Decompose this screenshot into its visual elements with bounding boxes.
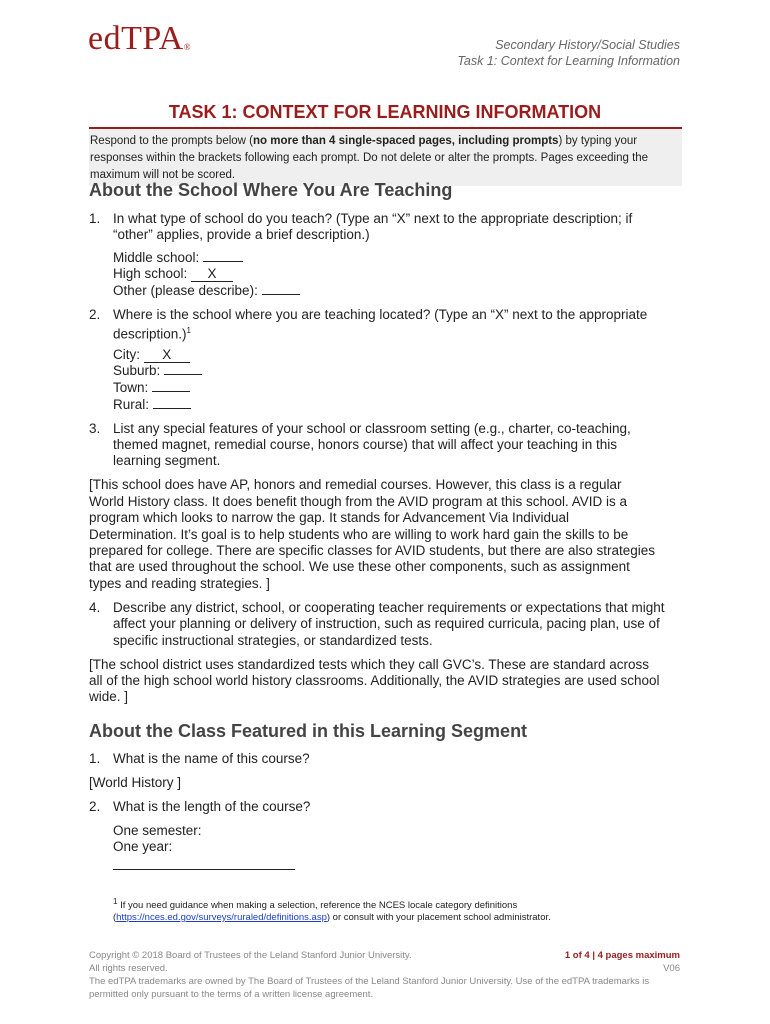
q1-number: 1.	[89, 211, 101, 226]
q3-prompt-line2: themed magnet, remedial course, honors course) that will affect your teaching in this	[113, 437, 618, 452]
q1-prompt-line1: In what type of school do you teach? (Type an “X” next to the appropriate description; if	[113, 211, 633, 226]
q4-number: 4.	[89, 600, 101, 615]
q3-number: 3.	[89, 421, 101, 436]
q4-prompt-line3: specific instructional strategies, or standardized tests.	[113, 633, 433, 648]
q3-answer-line: Determination. It’s goal is to help students who are willing to work hard gain the skills to be	[89, 527, 629, 542]
q1-option-high: High school: X	[113, 265, 233, 282]
q2-rural-answer[interactable]	[153, 408, 191, 409]
q3-answer-line: [This school does have AP, honors and remedial courses. However, this class is a regular	[89, 477, 622, 492]
s2-q1-number: 1.	[89, 751, 101, 766]
q3-answer-line: prepared for college. There are specific classes for AVID students, but there are also strategies	[89, 543, 656, 558]
s2-q2-option-semester[interactable]: One semester:	[113, 823, 202, 838]
footer-copyright: Copyright © 2018 Board of Trustees of the Leland Stanford Junior University.	[89, 950, 412, 961]
footer-page-number: 1 of 4 | 4 pages maximum	[564, 950, 680, 961]
q3-answer-line: that are used throughout the school. We use these other components, such as assignment	[89, 559, 630, 574]
q2-prompt-line2: description.)$^1$	[113, 326, 191, 342]
q1-prompt-line2: “other” applies, provide a brief description.)	[113, 227, 370, 242]
s2-q1-answer[interactable]: [World History ]	[89, 775, 182, 790]
s2-q1-prompt: What is the name of this course?	[113, 751, 310, 766]
section-heading-school: About the School Where You Are Teaching	[89, 180, 453, 200]
q2-town-answer[interactable]	[152, 391, 190, 392]
s2-q2-option-year[interactable]: One year:	[113, 839, 173, 854]
q3-answer-line: program which looks to narrow the gap. It stands for Advancement Via Individual	[89, 510, 570, 525]
footnote-ref: 1	[186, 326, 191, 335]
q2-suburb-answer[interactable]	[164, 374, 202, 375]
footer-trademark-line1: The edTPA trademarks are owned by The Board of Trustees of the Leland Stanford Junior University. Use of the edTPA trademarks is	[89, 976, 650, 987]
q2-option-city: City: X	[113, 346, 190, 363]
q2-option-town: Town:	[113, 379, 190, 396]
q4-answer-line: wide. ]	[89, 689, 129, 704]
q2-prompt-line1: Where is the school where you are teaching located? (Type an “X” next to the appropriate	[113, 307, 648, 322]
footnote-divider	[113, 869, 295, 870]
footer-version: V06	[663, 963, 680, 974]
q4-answer-line: all of the high school world history classrooms. Additionally, the AVID strategies are used school	[89, 673, 660, 688]
s2-q2-prompt: What is the length of the course?	[113, 799, 311, 814]
footnote-link-line: (https://nces.ed.gov/surveys/ruraled/definitions.asp) or consult with your placement school administrator.	[113, 912, 551, 923]
q1-other-answer[interactable]	[262, 294, 300, 295]
q4-answer-line: [The school district uses standardized tests which they call GVC’s. These are standard across	[89, 657, 650, 672]
q2-city-answer[interactable]: X	[144, 347, 190, 363]
q1-option-other: Other (please describe):	[113, 282, 300, 299]
q1-high-answer[interactable]: X	[191, 266, 233, 282]
q2-option-suburb: Suburb:	[113, 362, 202, 379]
instructions-box: Respond to the prompts below (no more than 4 single-spaced pages, including prompts) by typing your responses within the brackets following each prompt. Do not delete or alter the prompts. Pages exceeding the maximum will not be scored.	[89, 127, 682, 186]
s2-q2-number: 2.	[89, 799, 101, 814]
header-subject: Secondary History/Social Studies	[495, 38, 680, 52]
q4-prompt-line1: Describe any district, school, or cooperating teacher requirements or expectations that might	[113, 600, 665, 615]
q4-prompt-line2: affect your planning or delivery of instruction, such as required curricula, pacing plan, use of	[113, 616, 660, 631]
q3-answer-line: World History class. It does benefit though from the AVID program at this school. AVID is a	[89, 494, 627, 509]
q3-prompt-line1: List any special features of your school or classroom setting (e.g., charter, co-teaching,	[113, 421, 631, 436]
section-heading-class: About the Class Featured in this Learning Segment	[89, 721, 528, 741]
q1-middle-answer[interactable]	[203, 261, 243, 262]
q1-option-middle: Middle school:	[113, 249, 243, 266]
footnote-text: $^1$ If you need guidance when making a selection, reference the NCES locale category definitions	[113, 897, 518, 912]
nces-link[interactable]: https://nces.ed.gov/surveys/ruraled/definitions.asp	[116, 912, 327, 923]
q2-number: 2.	[89, 307, 101, 322]
q3-answer-line: types and reading strategies. ]	[89, 576, 270, 591]
header-task: Task 1: Context for Learning Information	[457, 54, 680, 68]
footer-trademark-line2: permitted only pursuant to the terms of a written license agreement.	[89, 989, 374, 1000]
page-header	[457, 37, 680, 69]
q2-option-rural: Rural:	[113, 396, 191, 413]
edtpa-logo: edTPA®	[88, 20, 192, 57]
footer-rights: All rights reserved.	[89, 963, 168, 974]
page-title: TASK 1: CONTEXT FOR LEARNING INFORMATION	[168, 102, 602, 122]
q3-prompt-line3: learning segment.	[113, 453, 221, 468]
